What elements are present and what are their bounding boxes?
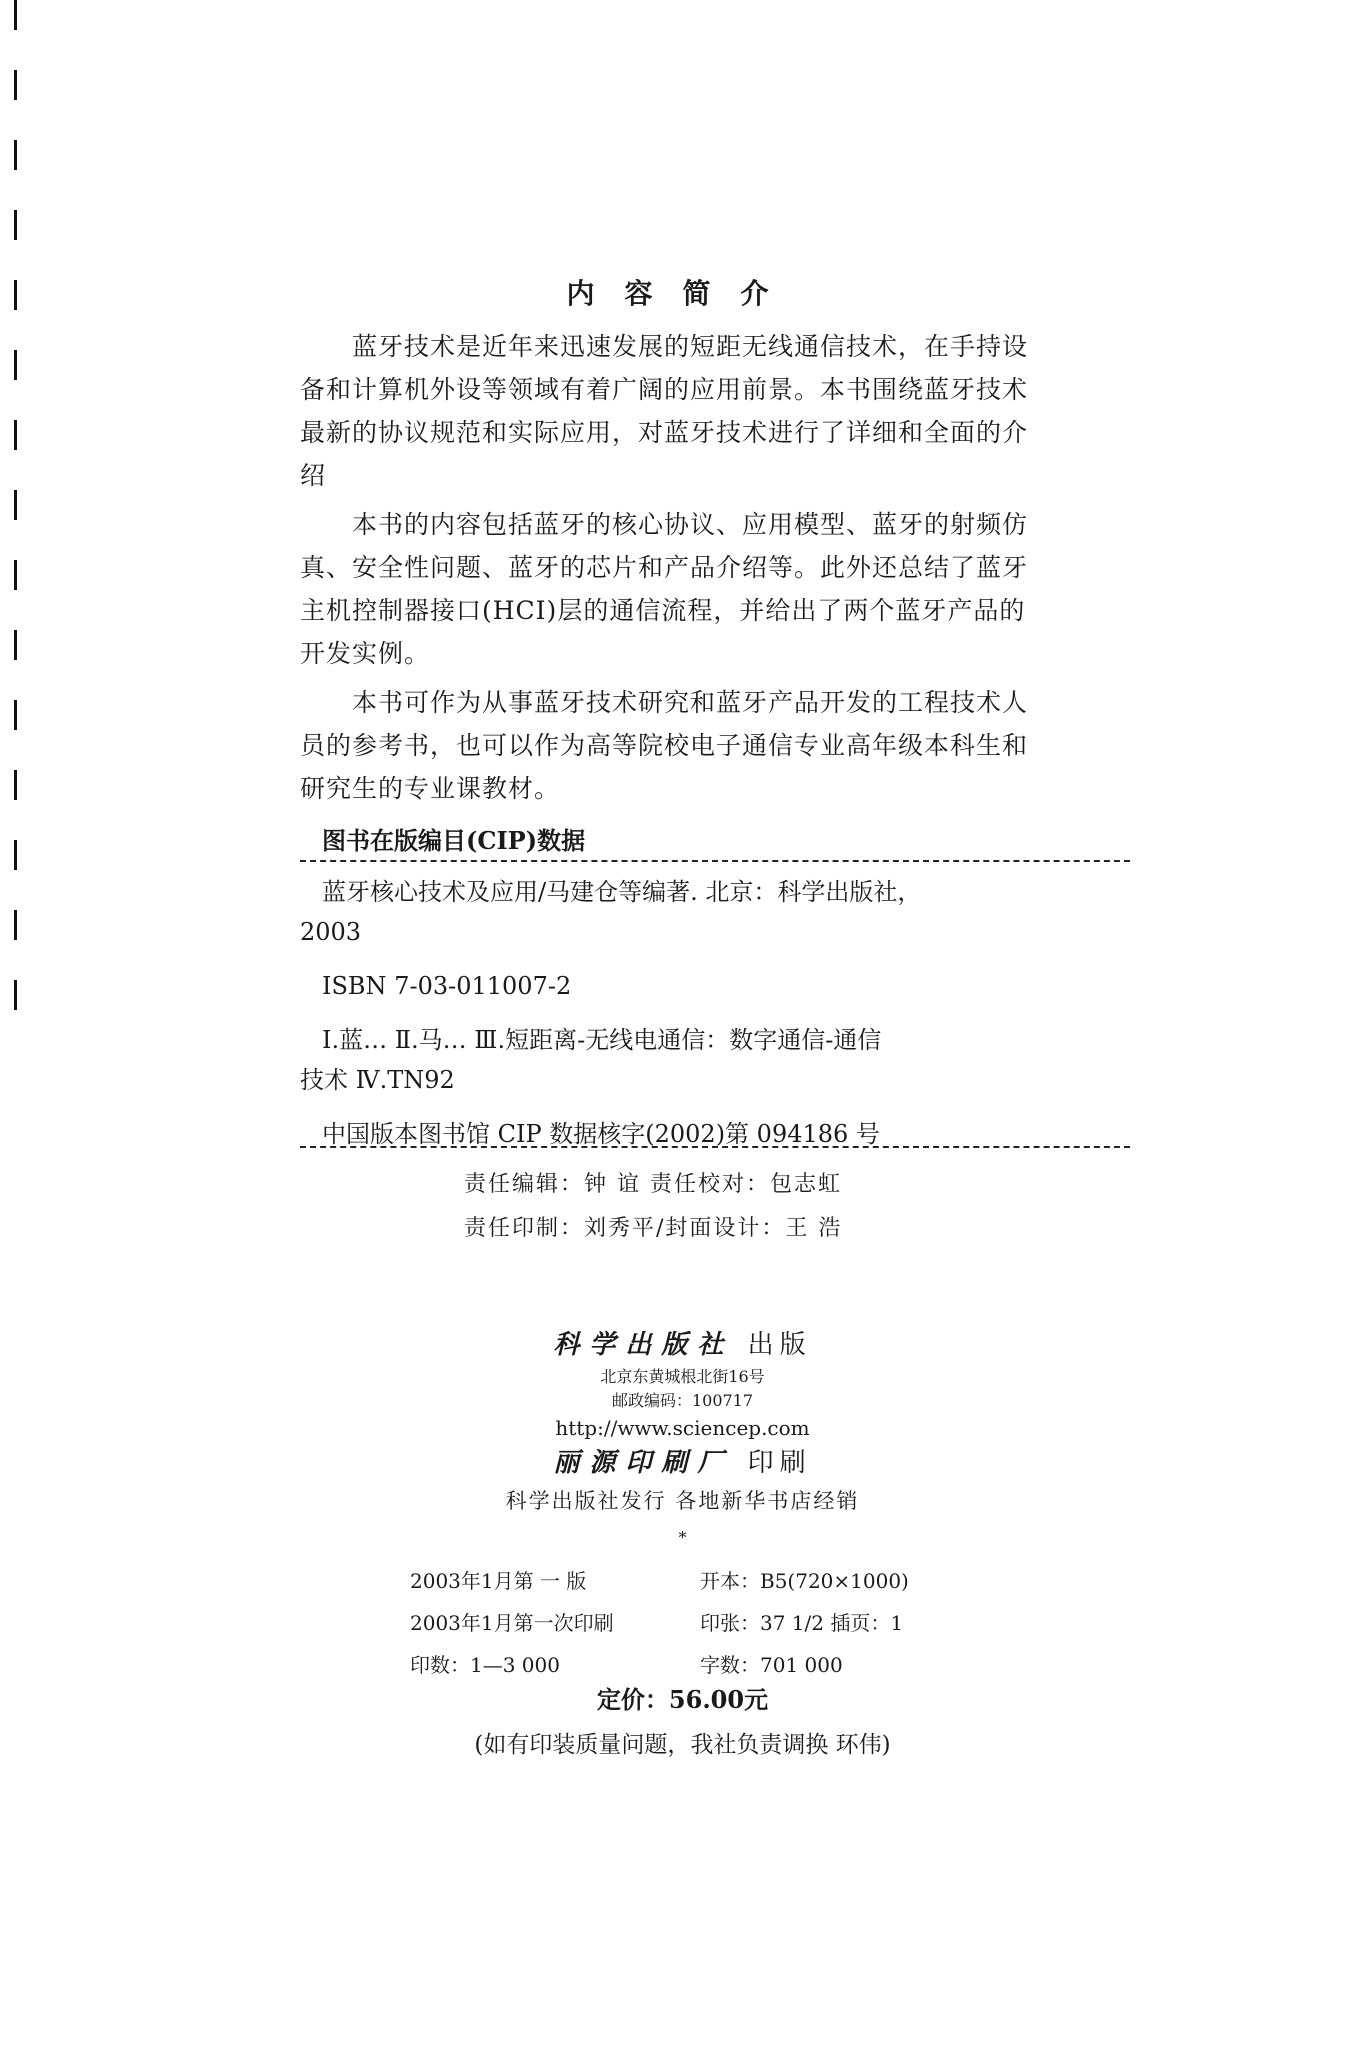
cip-year: 2003: [300, 918, 362, 946]
scan-edge-mark: [14, 560, 17, 590]
intro-title: 内容简介: [566, 277, 799, 310]
print-specs: [410, 1560, 970, 1686]
publisher-action: 出版: [747, 1330, 812, 1360]
staff-credits: [464, 1163, 842, 1251]
spec-copies: 印数：1—3 000: [410, 1653, 560, 1677]
scan-edge-mark: [14, 350, 17, 380]
spec-words: 字数：701 000: [700, 1653, 843, 1677]
intro-paragraph: 蓝牙技术是近年来迅速发展的短距无线通信技术，在手持设备和计算机外设等领域有着广阔的应用前景。本书围绕蓝牙技术最新的协议规范和实际应用，对蓝牙技术进行了详细和全面的介绍: [300, 332, 1029, 490]
scan-edge-mark: [14, 140, 17, 170]
spec-printing: 2003年1月第一次印刷: [410, 1611, 614, 1635]
quality-note: (如有印装质量问题，我社负责调换 环伟): [474, 1732, 891, 1758]
spec-format: 开本：B5(720×1000): [700, 1569, 909, 1593]
cip-isbn: ISBN 7-03-011007-2: [322, 972, 572, 1000]
scan-edge-mark: [14, 910, 17, 940]
spec-sheets: 印张：37 1/2 插页：1: [700, 1611, 904, 1635]
publisher-line: [0, 1325, 1365, 1365]
intro-body: [300, 325, 1040, 816]
publisher-postcode: 邮政编码：100717: [611, 1391, 754, 1410]
publisher-address: 北京东黄城根北街16号: [600, 1367, 765, 1386]
cip-bibliographic-line: 蓝牙核心技术及应用/马建仓等编著. 北京：科学出版社，: [322, 878, 922, 906]
printer-line: [0, 1443, 1365, 1483]
publisher-url: http://www.sciencep.com: [555, 1416, 810, 1440]
cip-record: [300, 872, 1060, 1154]
price: 定价：56.00元: [596, 1685, 769, 1714]
separator-star: *: [678, 1528, 687, 1547]
cip-library-number: 中国版本图书馆 CIP 数据核字(2002)第 094186 号: [322, 1120, 880, 1148]
scan-edge-mark: [14, 420, 17, 450]
scan-edge-mark: [14, 770, 17, 800]
distribution-line: 科学出版社发行 各地新华书店经销: [505, 1489, 860, 1513]
scan-edge-mark: [14, 840, 17, 870]
scan-edge-mark: [14, 0, 17, 30]
scan-edge-mark: [14, 490, 17, 520]
cip-heading: 图书在版编目(CIP)数据: [322, 826, 586, 855]
scan-edge-mark: [14, 70, 17, 100]
scan-edge-mark: [14, 630, 17, 660]
publisher-block: [0, 1325, 1365, 1519]
intro-paragraph: 本书的内容包括蓝牙的核心协议、应用模型、蓝牙的射频仿真、安全性问题、蓝牙的芯片和产品介绍等。此外还总结了蓝牙主机控制器接口(HCI)层的通信流程，并给出了两个蓝牙产品的开发实例。: [300, 510, 1029, 668]
scan-edge-mark: [14, 210, 17, 240]
scan-edge-mark: [14, 980, 17, 1010]
cip-subjects-cont: 技术 Ⅳ.TN92: [300, 1066, 455, 1094]
publisher-name: 科学出版社: [553, 1330, 734, 1360]
cip-top-rule: [300, 860, 1130, 862]
cip-subjects: Ⅰ.蓝… Ⅱ.马… Ⅲ.短距离-无线电通信：数字通信-通信: [322, 1026, 882, 1054]
staff-production: 责任印制：刘秀平/封面设计：王 浩: [464, 1216, 843, 1241]
printer-name: 丽源印刷厂: [553, 1448, 734, 1478]
cip-bottom-rule: [300, 1146, 1130, 1148]
printer-action: 印刷: [747, 1448, 812, 1478]
staff-editors: 责任编辑：钟 谊 责任校对：包志虹: [464, 1172, 842, 1197]
scan-edge-mark: [14, 700, 17, 730]
spec-edition: 2003年1月第 一 版: [410, 1569, 587, 1593]
intro-paragraph: 本书可作为从事蓝牙技术研究和蓝牙产品开发的工程技术人员的参考书，也可以作为高等院校电子通信专业高年级本科生和研究生的专业课教材。: [300, 688, 1029, 803]
